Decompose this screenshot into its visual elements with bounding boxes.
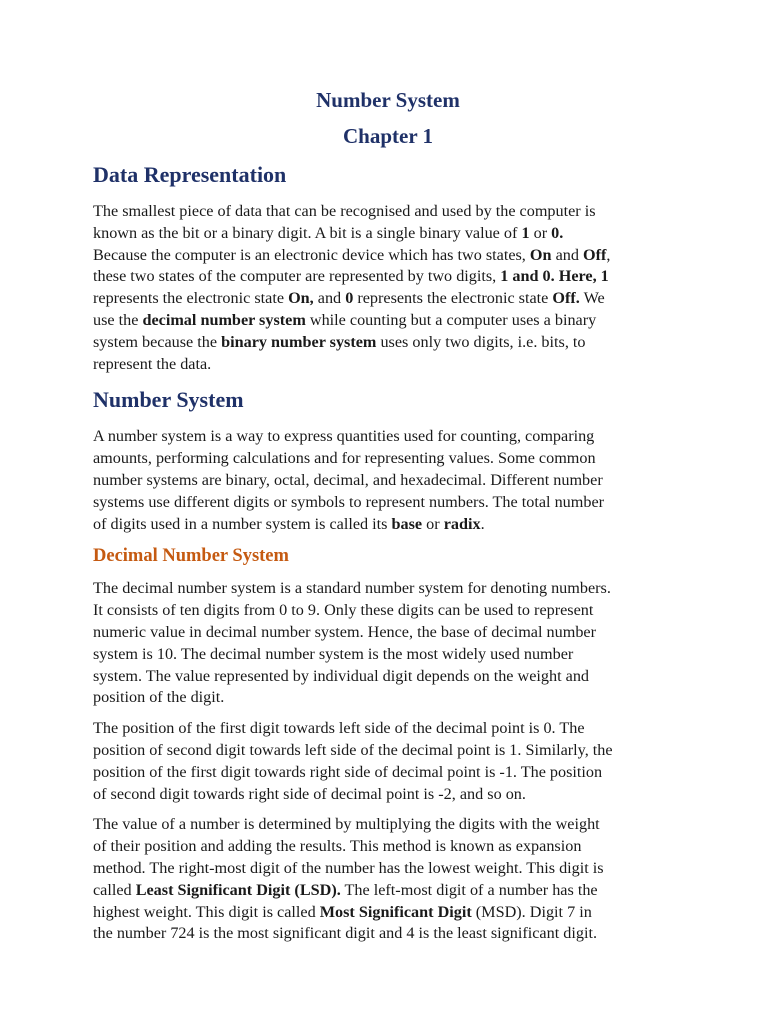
text-line: system because the binary number system uses only two digits, i.e. bits, to xyxy=(93,332,586,351)
bold-term: On xyxy=(529,245,552,264)
bold-term: 1 and 0. Here, 1 xyxy=(500,267,609,286)
text-line: position of the digit. xyxy=(93,688,225,707)
bold-term: Most Significant Digit xyxy=(319,902,472,921)
text-line: of their position and adding the results. This method is known as expansion xyxy=(93,837,582,856)
bold-term: binary number system xyxy=(221,332,377,351)
heading-data-representation: Data Representation xyxy=(93,162,287,187)
bold-term: Off. xyxy=(552,289,580,308)
text-line: known as the bit or a binary digit. A bit is a single binary value of 1 or 0. xyxy=(93,223,564,242)
text-line: highest weight. This digit is called Most Significant Digit (MSD). Digit 7 in xyxy=(93,902,592,921)
text-line: these two states of the computer are represented by two digits, 1 and 0. Here, 1 xyxy=(93,267,609,286)
bold-term: 0. xyxy=(551,223,564,242)
text-line: numeric value in decimal number system. Hence, the base of decimal number xyxy=(93,622,596,641)
heading-decimal-number-system: Decimal Number System xyxy=(93,546,289,567)
paragraph-decimal-3 xyxy=(93,814,683,945)
text-line: use the decimal number system while counting but a computer uses a binary xyxy=(93,310,597,329)
text-line: amounts, performing calculations and for representing values. Some common xyxy=(93,449,596,468)
text-line: The position of the first digit towards left side of the decimal point is 0. The xyxy=(93,719,585,738)
text-line: systems use different digits or symbols to represent numbers. The total number xyxy=(93,492,605,511)
text-line: the number 724 is the most significant digit and 4 is the least significant digit. xyxy=(93,924,597,943)
paragraph-decimal-1 xyxy=(93,578,683,709)
text-line: A number system is a way to express quantities used for counting, comparing xyxy=(93,427,595,446)
text-line: represents the electronic state On, and 0 represents the electronic state Off. We xyxy=(93,289,605,308)
text-line: method. The right-most digit of the number has the lowest weight. This digit is xyxy=(93,858,604,877)
text-line: represent the data. xyxy=(93,354,212,373)
text-line: position of second digit towards left side of the decimal point is 1. Similarly, the xyxy=(93,740,613,759)
text-line: system is 10. The decimal number system is the most widely used number xyxy=(93,644,574,663)
bold-term: 0 xyxy=(345,289,354,308)
text-line: of second digit towards right side of decimal point is -2, and so on. xyxy=(93,784,526,803)
bold-term: radix xyxy=(443,514,481,533)
bold-term: Off xyxy=(582,245,607,264)
bold-term: decimal number system xyxy=(142,310,306,329)
bold-term: base xyxy=(391,514,423,533)
paragraph-data-representation xyxy=(93,201,683,375)
text-line: The value of a number is determined by multiplying the digits with the weight xyxy=(93,815,600,834)
text-line: system. The value represented by individual digit depends on the weight and xyxy=(93,666,590,685)
document-title: Number System xyxy=(316,88,460,112)
text-line: number systems are binary, octal, decimal, and hexadecimal. Different number xyxy=(93,470,603,489)
paragraph-number-system xyxy=(93,426,683,535)
text-line: The smallest piece of data that can be recognised and used by the computer is xyxy=(93,202,596,220)
chapter-title: Chapter 1 xyxy=(342,124,434,148)
bold-term: On, xyxy=(288,289,314,308)
text-line: It consists of ten digits from 0 to 9. Only these digits can be used to represent xyxy=(93,601,594,620)
paragraph-decimal-2 xyxy=(93,718,683,805)
bold-term: 1 xyxy=(521,223,530,242)
text-line: Because the computer is an electronic device which has two states, On and Off, xyxy=(93,245,611,264)
text-line: called Least Significant Digit (LSD). The left-most digit of a number has the xyxy=(93,880,598,899)
bold-term: Least Significant Digit (LSD). xyxy=(135,880,341,899)
heading-number-system: Number System xyxy=(93,387,244,413)
document-page xyxy=(93,86,683,945)
text-line: The decimal number system is a standard number system for denoting numbers. xyxy=(93,579,611,598)
text-line: position of the first digit towards right side of decimal point is -1. The position xyxy=(93,762,603,781)
text-line: of digits used in a number system is called its base or radix. xyxy=(93,514,485,533)
